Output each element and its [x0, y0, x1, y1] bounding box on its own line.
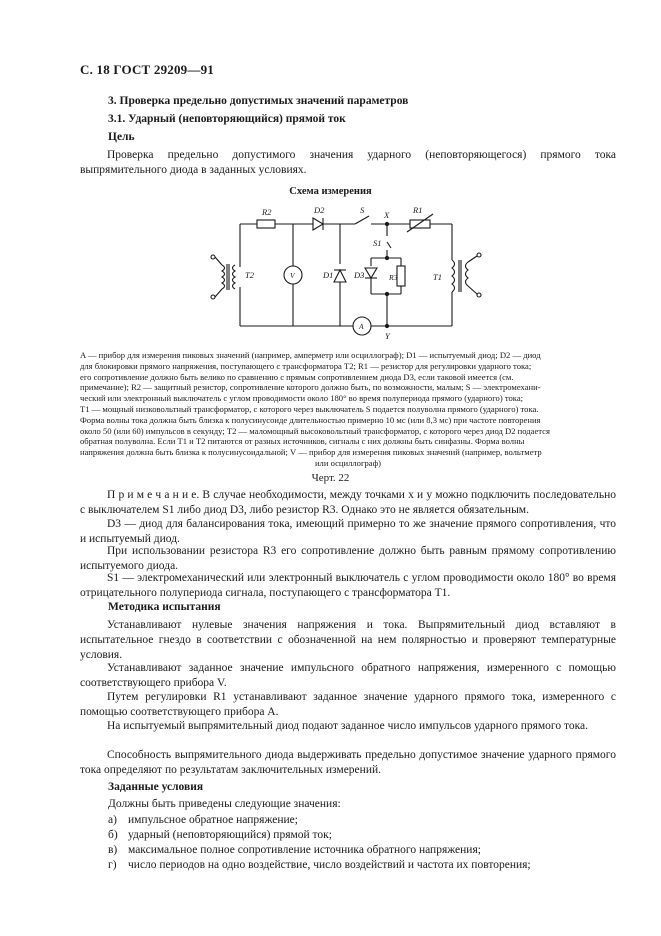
list-text: число периодов на одно воздействие, число воздействий и частота их повторения; — [128, 859, 531, 871]
method-paragraph: Путем регулировки R1 устанавливают заданное значение ударного прямого тока, измеренного с помощью соответствующего прибора A. — [80, 691, 616, 718]
conditions-list — [108, 813, 618, 873]
section-title: 3. Проверка предельно допустимых значений параметров — [108, 95, 409, 107]
caption-line: его сопротивление должно быть велико по сравнению с прямым сопротивлением диода D3, если таковой имеется (см. — [80, 371, 514, 382]
transformer-t1-symbol — [452, 260, 455, 292]
goal-text: Проверка предельно допустимого значения ударного (неповторяющегося) прямого тока выпрямительного диода в заданных условиях. — [80, 149, 616, 176]
note-paragraph: При использовании резистора R3 его сопротивление должно быть равным прямому сопротивлению испытуемого диода. — [80, 545, 616, 572]
diode-d1-symbol — [334, 270, 346, 282]
caption-line: напряжения должна быть близка к полусинусоидальной; V — прибор для измерения пиковых значений (например, вольтметр — [80, 447, 542, 458]
figure-title: Схема измерения — [289, 186, 372, 197]
note-paragraph: П р и м е ч а н и е. В случае необходимости, между точками x и y можно подключить последовательно с выключателем S1 либо диод D3, либо резистор R3. Однако это не является обязательным. — [80, 489, 616, 516]
method-paragraph: Способность выпрямительного диода выдерживать предельно допустимое значение ударного прямого тока определяют по результатам заключительных измерений. — [80, 749, 616, 776]
list-item — [108, 828, 618, 843]
conditions-intro: Должны быть приведены следующие значения: — [108, 798, 341, 810]
label-s: S — [360, 205, 365, 215]
list-item — [108, 843, 618, 858]
resistor-r3-symbol — [397, 266, 405, 286]
method-paragraph: Устанавливают заданное значение импульсного обратного напряжения, измеренного с помощью соответствующего прибора V. — [80, 662, 616, 689]
figure-caption — [80, 350, 616, 469]
label-v: V — [290, 271, 295, 280]
page-header: С. 18 ГОСТ 29209—91 — [80, 62, 214, 77]
figure-number: Черт. 22 — [311, 472, 350, 484]
caption-line: для блокировки прямого напряжения, поступающего с трансформатора T2; R1 — резистор для регулировки ударного тока; — [80, 360, 532, 371]
label-a: A — [359, 322, 364, 331]
diode-d2-symbol — [313, 218, 323, 230]
transformer-t2-symbol — [233, 265, 236, 289]
caption-line: Форма волны тока должна быть близка к полусинусоиде длительностью примерно 10 мс (или 8,3 мс) при частоте повторения — [80, 414, 541, 425]
method-paragraph: На испытуемый выпрямительный диод подают заданное число импульсов ударного прямого тока. — [107, 720, 589, 732]
list-marker: а) — [108, 814, 117, 826]
label-r3: R3 — [389, 273, 398, 282]
goal-heading: Цель — [108, 131, 135, 143]
list-marker: в) — [108, 844, 118, 856]
list-text: импульсное обратное напряжение; — [128, 814, 298, 826]
label-d1: D1 — [323, 270, 334, 280]
label-t2: T2 — [245, 270, 254, 280]
label-r2: R2 — [262, 207, 272, 217]
circuit-diagram — [195, 202, 505, 342]
caption-line: примечание); R2 — защитный резистор, сопротивление которого должно быть, по возможности, малым; S — электромехани- — [80, 382, 541, 393]
caption-line: или осциллограф) — [314, 457, 382, 468]
label-d2: D2 — [314, 205, 325, 215]
caption-line: T1 — мощный низковольтный трансформатор, с которого через выключатель S подается полуволна прямого (ударного) тока. — [80, 403, 539, 414]
label-x: X — [384, 210, 390, 220]
label-r1: R1 — [413, 205, 423, 215]
list-item — [108, 813, 618, 828]
switch-s1-symbol — [387, 242, 391, 248]
caption-line: около 50 (или 60) импульсов в секунду; T2 — маломощный высоковольтный трансформатор, с которого через диод D2 подается — [80, 425, 550, 436]
method-heading: Методика испытания — [108, 601, 221, 613]
label-t1: T1 — [433, 272, 442, 282]
label-d3: D3 — [354, 270, 365, 280]
list-text: максимальное полное сопротивление источника обратного напряжения; — [128, 844, 481, 856]
list-marker: г) — [108, 859, 117, 871]
section-subtitle: 3.1. Ударный (неповторяющийся) прямой ток — [108, 113, 346, 125]
note-paragraph: D3 — диод для балансирования тока, имеющий примерно то же значение прямого сопротивления, что и испытуемый диод. — [80, 518, 616, 545]
resistor-r1-symbol — [410, 220, 430, 228]
note-paragraph: S1 — электромеханический или электронный выключатель с углом проводимости около 180° во время отрицательного полупериода сигнала, поступающего с трансформатора T1. — [80, 572, 616, 599]
list-text: ударный (неповторяющийся) прямой ток; — [128, 829, 332, 841]
switch-s-symbol — [355, 216, 369, 224]
list-item — [108, 858, 618, 873]
method-paragraph: Устанавливают нулевые значения напряжения и тока. Выпрямительный диод вставляют в испытательное гнездо в соответствии с обозначенной на нем полярностью и проверяют температурные условия. — [80, 619, 616, 661]
caption-line: обратная полуволна. Если T1 и T2 питаются от разных источников, сигналы с них должны быть синфазны. Форма волны — [80, 436, 525, 447]
resistor-r2-symbol — [257, 220, 275, 228]
list-marker: б) — [108, 829, 118, 841]
label-y: Y — [385, 331, 390, 341]
conditions-heading: Заданные условия — [108, 781, 204, 793]
diode-d3-symbol — [365, 268, 377, 278]
label-s1: S1 — [373, 238, 382, 248]
caption-line: ческий или электронный выключатель с углом проводимости около 180° во время полупериода прямого (ударного) тока; — [80, 393, 524, 404]
caption-line: A — прибор для измерения пиковых значений (например, амперметр или осциллограф); D1 — испытуемый диод; D2 — диод — [80, 350, 541, 360]
